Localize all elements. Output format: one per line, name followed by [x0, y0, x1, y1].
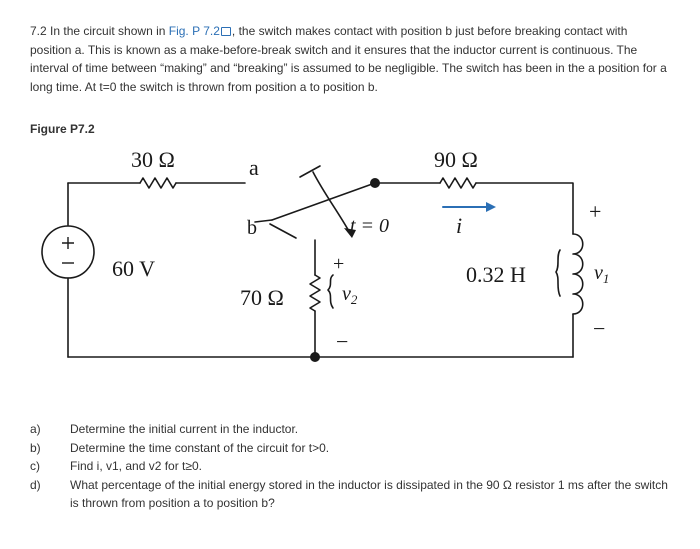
problem-text-body: , the switch makes contact with position b just before breaking contact with position a. This is known as a make-before-break switch and it ensures that the inductor current is continuous. The interval of time between “making” and “breaking” is assumed to be negligible. The switch has been in the a position for a long time. At t=0 the switch is thrown from position a to position b.: [30, 24, 667, 94]
label-90-ohm: 90 Ω: [434, 147, 478, 172]
label-v1: $v_1$: [594, 262, 610, 286]
question-text: Find i, v1, and v2 for t≥0.: [70, 459, 202, 473]
question-text: Determine the time constant of the circuit for t>0.: [70, 440, 330, 455]
question-letter: d): [30, 477, 41, 492]
label-v2-minus: −: [336, 329, 349, 354]
question-letter: b): [30, 440, 41, 455]
resistor-70-ohm-symbol: [310, 275, 320, 311]
question-a: [30, 420, 670, 439]
voltage-source-circle: [42, 226, 94, 278]
label-v1-minus: −: [593, 316, 606, 341]
question-b: [30, 439, 670, 458]
figure-label: Figure P7.2: [30, 122, 95, 136]
node-dot-top: [370, 178, 380, 188]
switch-b-lead: [255, 220, 272, 222]
label-position-a: a: [249, 155, 259, 180]
resistor-90-ohm-symbol: [440, 178, 476, 188]
label-position-b: b: [247, 217, 257, 239]
question-letter: c): [30, 459, 40, 473]
inductor-coil: [573, 234, 583, 314]
question-text: Determine the initial current in the inductor.: [70, 422, 299, 436]
resistor-30-ohm-symbol: [140, 178, 176, 188]
problem-text-intro: In the circuit shown in: [50, 24, 166, 38]
label-60-volts: 60 V: [112, 256, 155, 281]
switch-a-contact: [300, 166, 320, 177]
figure-link[interactable]: Fig. P 7.2: [169, 24, 232, 38]
source-plus-icon: [62, 237, 74, 249]
questions-list: [30, 420, 670, 513]
node-dot-bottom: [310, 352, 320, 362]
v2-bracket: [328, 275, 333, 308]
label-30-ohm: 30 Ω: [131, 147, 175, 172]
question-c: [30, 457, 670, 476]
label-v2-plus: +: [333, 253, 345, 275]
label-v1-plus: +: [589, 199, 602, 224]
question-letter: a): [30, 422, 41, 436]
label-switch-time: t = 0: [350, 215, 390, 237]
v1-bracket: [556, 250, 560, 296]
problem-number: 7.2: [30, 24, 47, 38]
question-text: What percentage of the initial energy stored in the inductor is dissipated in the 90 Ω resistor 1 ms after the switch is thrown from position a to position b?: [70, 477, 668, 510]
current-arrow-head: [486, 202, 496, 212]
label-current-i: i: [456, 213, 463, 238]
switch-b-arm: [270, 224, 296, 238]
label-inductor: 0.32 H: [466, 262, 526, 287]
label-v2: $v_2$: [342, 283, 358, 307]
question-d: [30, 476, 670, 513]
label-70-ohm: 70 Ω: [240, 285, 284, 310]
